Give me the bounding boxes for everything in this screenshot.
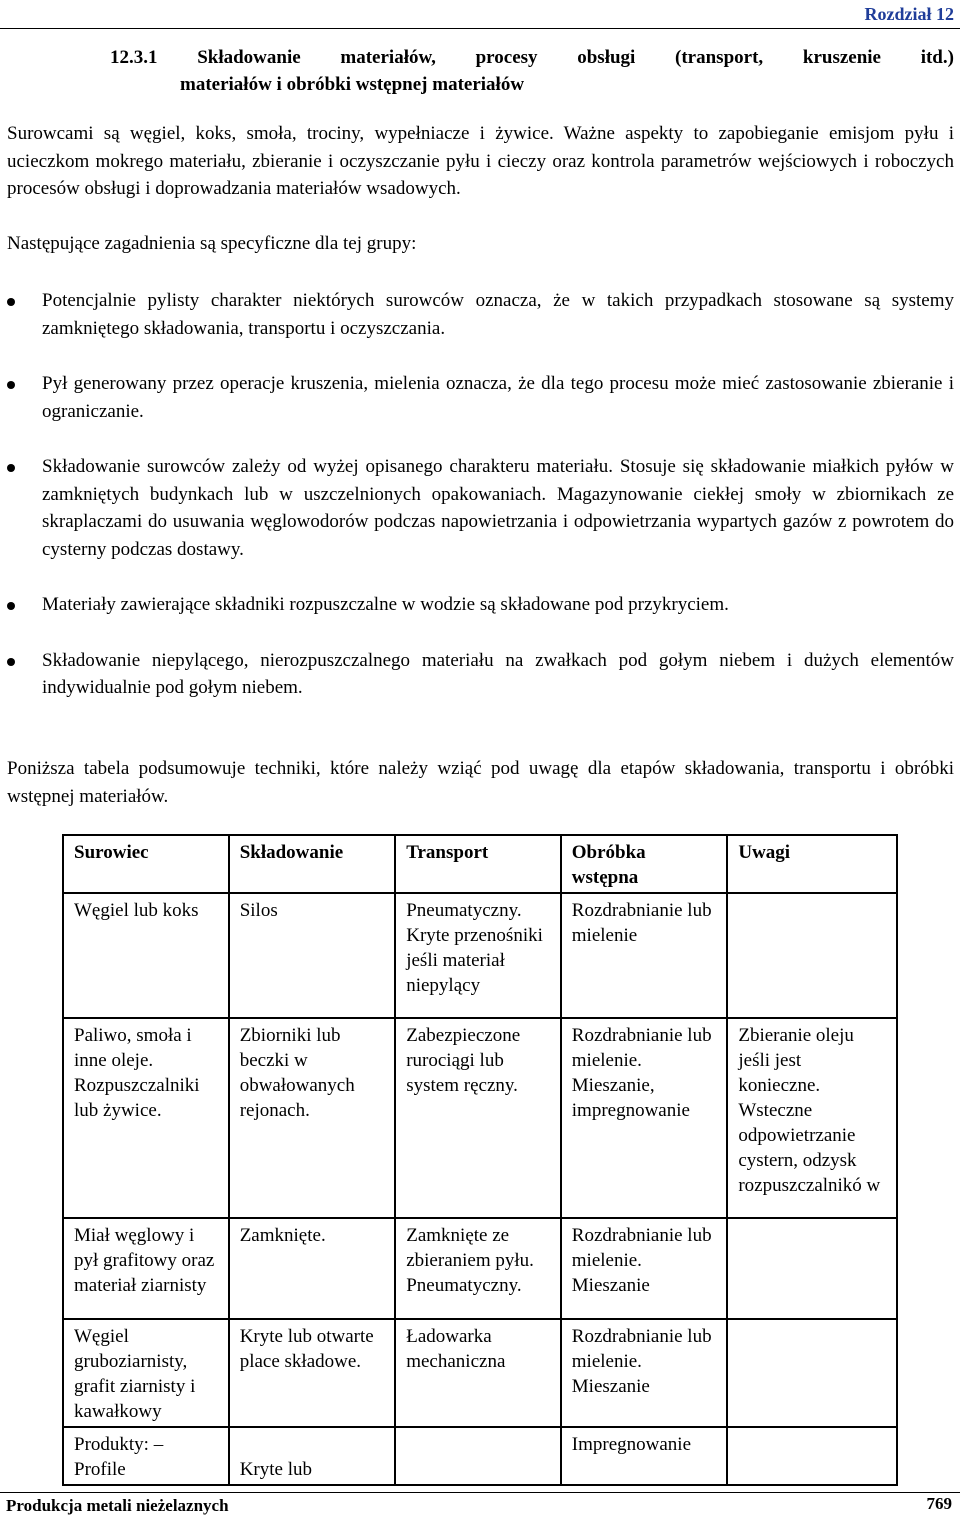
- section-heading-line-2: materiałów i obróbki wstępnej materiałów: [180, 74, 525, 95]
- table-cell: Zamknięte ze zbieraniem pyłu. Pneumatyczny.: [395, 1218, 561, 1319]
- table-cell: Rozdrabnianie lub mielenie: [561, 893, 728, 1018]
- table-cell: Węgiel gruboziarnisty, grafit ziarnisty i kawałkowy: [63, 1319, 229, 1427]
- table-cell: Rozdrabnianie lub mielenie. Mieszanie: [561, 1218, 728, 1319]
- table-cell: [727, 1319, 897, 1427]
- section-number: 12.3.1: [110, 47, 158, 68]
- table-header-cell: Surowiec: [63, 835, 229, 893]
- summary-paragraph: Poniższa tabela podsumowuje techniki, które należy wziąć pod uwagę dla etapów składowania, transportu i obróbki wstępnej materiałów.: [7, 758, 954, 807]
- table-header-cell: Uwagi: [727, 835, 897, 893]
- table-cell: Węgiel lub koks: [63, 893, 229, 1018]
- table-cell: Ładowarka mechaniczna: [395, 1319, 561, 1427]
- table-header-cell: Składowanie: [229, 835, 396, 893]
- table-cell: Kryte lub: [229, 1427, 396, 1485]
- footer-document-title: Produkcja metali nieżelaznych: [6, 1496, 229, 1515]
- table-cell: Zbiorniki lub beczki w obwałowanych rejonach.: [229, 1018, 396, 1218]
- table-cell: Kryte lub otwarte place składowe.: [229, 1319, 396, 1427]
- table-cell: [727, 1427, 897, 1485]
- table-header-cell: Obróbka wstępna: [561, 835, 728, 893]
- bullet-item: [7, 287, 954, 342]
- table-cell: Rozdrabnianie lub mielenie. Mieszanie: [561, 1319, 728, 1427]
- chapter-label: Rozdział 12: [864, 4, 954, 24]
- table-cell: Rozdrabnianie lub mielenie. Mieszanie, impregnowanie: [561, 1018, 728, 1218]
- bullet-dot-icon: [7, 602, 15, 610]
- section-heading-line-1: [110, 44, 954, 71]
- table-cell: Zamknięte.: [229, 1218, 396, 1319]
- table-row: [63, 1018, 897, 1218]
- header-divider: [0, 28, 960, 29]
- table-cell: Paliwo, smoła i inne oleje. Rozpuszczalniki lub żywice.: [63, 1018, 229, 1218]
- bullet-text: Potencjalnie pylisty charakter niektórych surowców oznacza, że w takich przypadkach stosowane są systemy zamkniętego składowania, transportu i oczyszczania.: [42, 290, 954, 339]
- bullet-dot-icon: [7, 464, 15, 472]
- bullet-text: Składowanie surowców zależy od wyżej opisanego charakteru materiału. Stosuje się składowanie miałkich pyłów w zamkniętych budynkach lub w uszczelnionych opakowaniach. Magazynowanie ciekłej smoły w zbiornikach ze skraplaczami do usuwania węglowodorów podczas napowietrzania i odpowietrzania wypartych gazów z powrotem do cysterny podczas dostawy.: [42, 456, 954, 560]
- section-title-word: procesy: [475, 47, 538, 68]
- section-title-word: obsługi: [577, 47, 636, 68]
- section-heading: [110, 44, 954, 98]
- page-number: 769: [926, 1494, 952, 1513]
- table-row: [63, 1218, 897, 1319]
- intro-paragraph: Surowcami są węgiel, koks, smoła, trociny, wypełniacze i żywice. Ważne aspekty to zapobieganie emisjom pyłu i ucieczkom mokrego materiału, zbieranie i oczyszczanie pyłu i cieczy oraz kontrola parametrów wejściowych i roboczych procesów obsługi i doprowadzania materiałów wsadowych.: [7, 123, 954, 199]
- table-cell: Produkty: – Profile: [63, 1427, 229, 1485]
- table-cell: Pneumatyczny. Kryte przenośniki jeśli materiał niepylący: [395, 893, 561, 1018]
- table-row: [63, 1427, 897, 1485]
- bullet-text: Materiały zawierające składniki rozpuszczalne w wodzie są składowane pod przykryciem.: [42, 594, 729, 615]
- footer-divider: [0, 1492, 960, 1493]
- lead-paragraph: Następujące zagadnienia są specyficzne dla tej grupy:: [7, 233, 417, 254]
- section-title-word: kruszenie: [802, 47, 881, 68]
- table-cell: Miał węglowy i pył grafitowy oraz materiał ziarnisty: [63, 1218, 229, 1319]
- table-row: [63, 1319, 897, 1427]
- table-cell: [727, 1218, 897, 1319]
- issues-bullet-list: [7, 287, 954, 730]
- table-cell: Zbieranie oleju jeśli jest konieczne. Wsteczne odpowietrzanie cystern, odzysk rozpuszczalnikó w: [727, 1018, 897, 1218]
- bullet-item: [7, 370, 954, 425]
- table-cell: Impregnowanie: [561, 1427, 728, 1485]
- bullet-item: [7, 647, 954, 702]
- table-cell: Silos: [229, 893, 396, 1018]
- table-cell: Zabezpieczone rurociągi lub system ręczny.: [395, 1018, 561, 1218]
- section-title-word: (transport,: [675, 47, 764, 68]
- bullet-text: Pył generowany przez operacje kruszenia, mielenia oznacza, że dla tego procesu może mieć zastosowanie zbieranie i ograniczanie.: [42, 373, 954, 422]
- section-title-word: Składowanie: [197, 47, 301, 68]
- table-row: [63, 893, 897, 1018]
- bullet-dot-icon: [7, 658, 15, 666]
- section-title-word: itd.): [920, 47, 954, 68]
- materials-techniques-table: [62, 834, 898, 1486]
- bullet-item: [7, 453, 954, 563]
- section-title-word: materiałów,: [340, 47, 436, 68]
- bullet-dot-icon: [7, 298, 15, 306]
- table-cell: [395, 1427, 561, 1485]
- table-header-row: [63, 835, 897, 893]
- table-header-cell: Transport: [395, 835, 561, 893]
- bullet-item: [7, 591, 954, 619]
- table-cell: [727, 893, 897, 1018]
- bullet-text: Składowanie niepylącego, nierozpuszczalnego materiału na zwałkach pod gołym niebem i dużych elementów indywidualnie pod gołym niebem.: [42, 649, 954, 698]
- bullet-dot-icon: [7, 381, 15, 389]
